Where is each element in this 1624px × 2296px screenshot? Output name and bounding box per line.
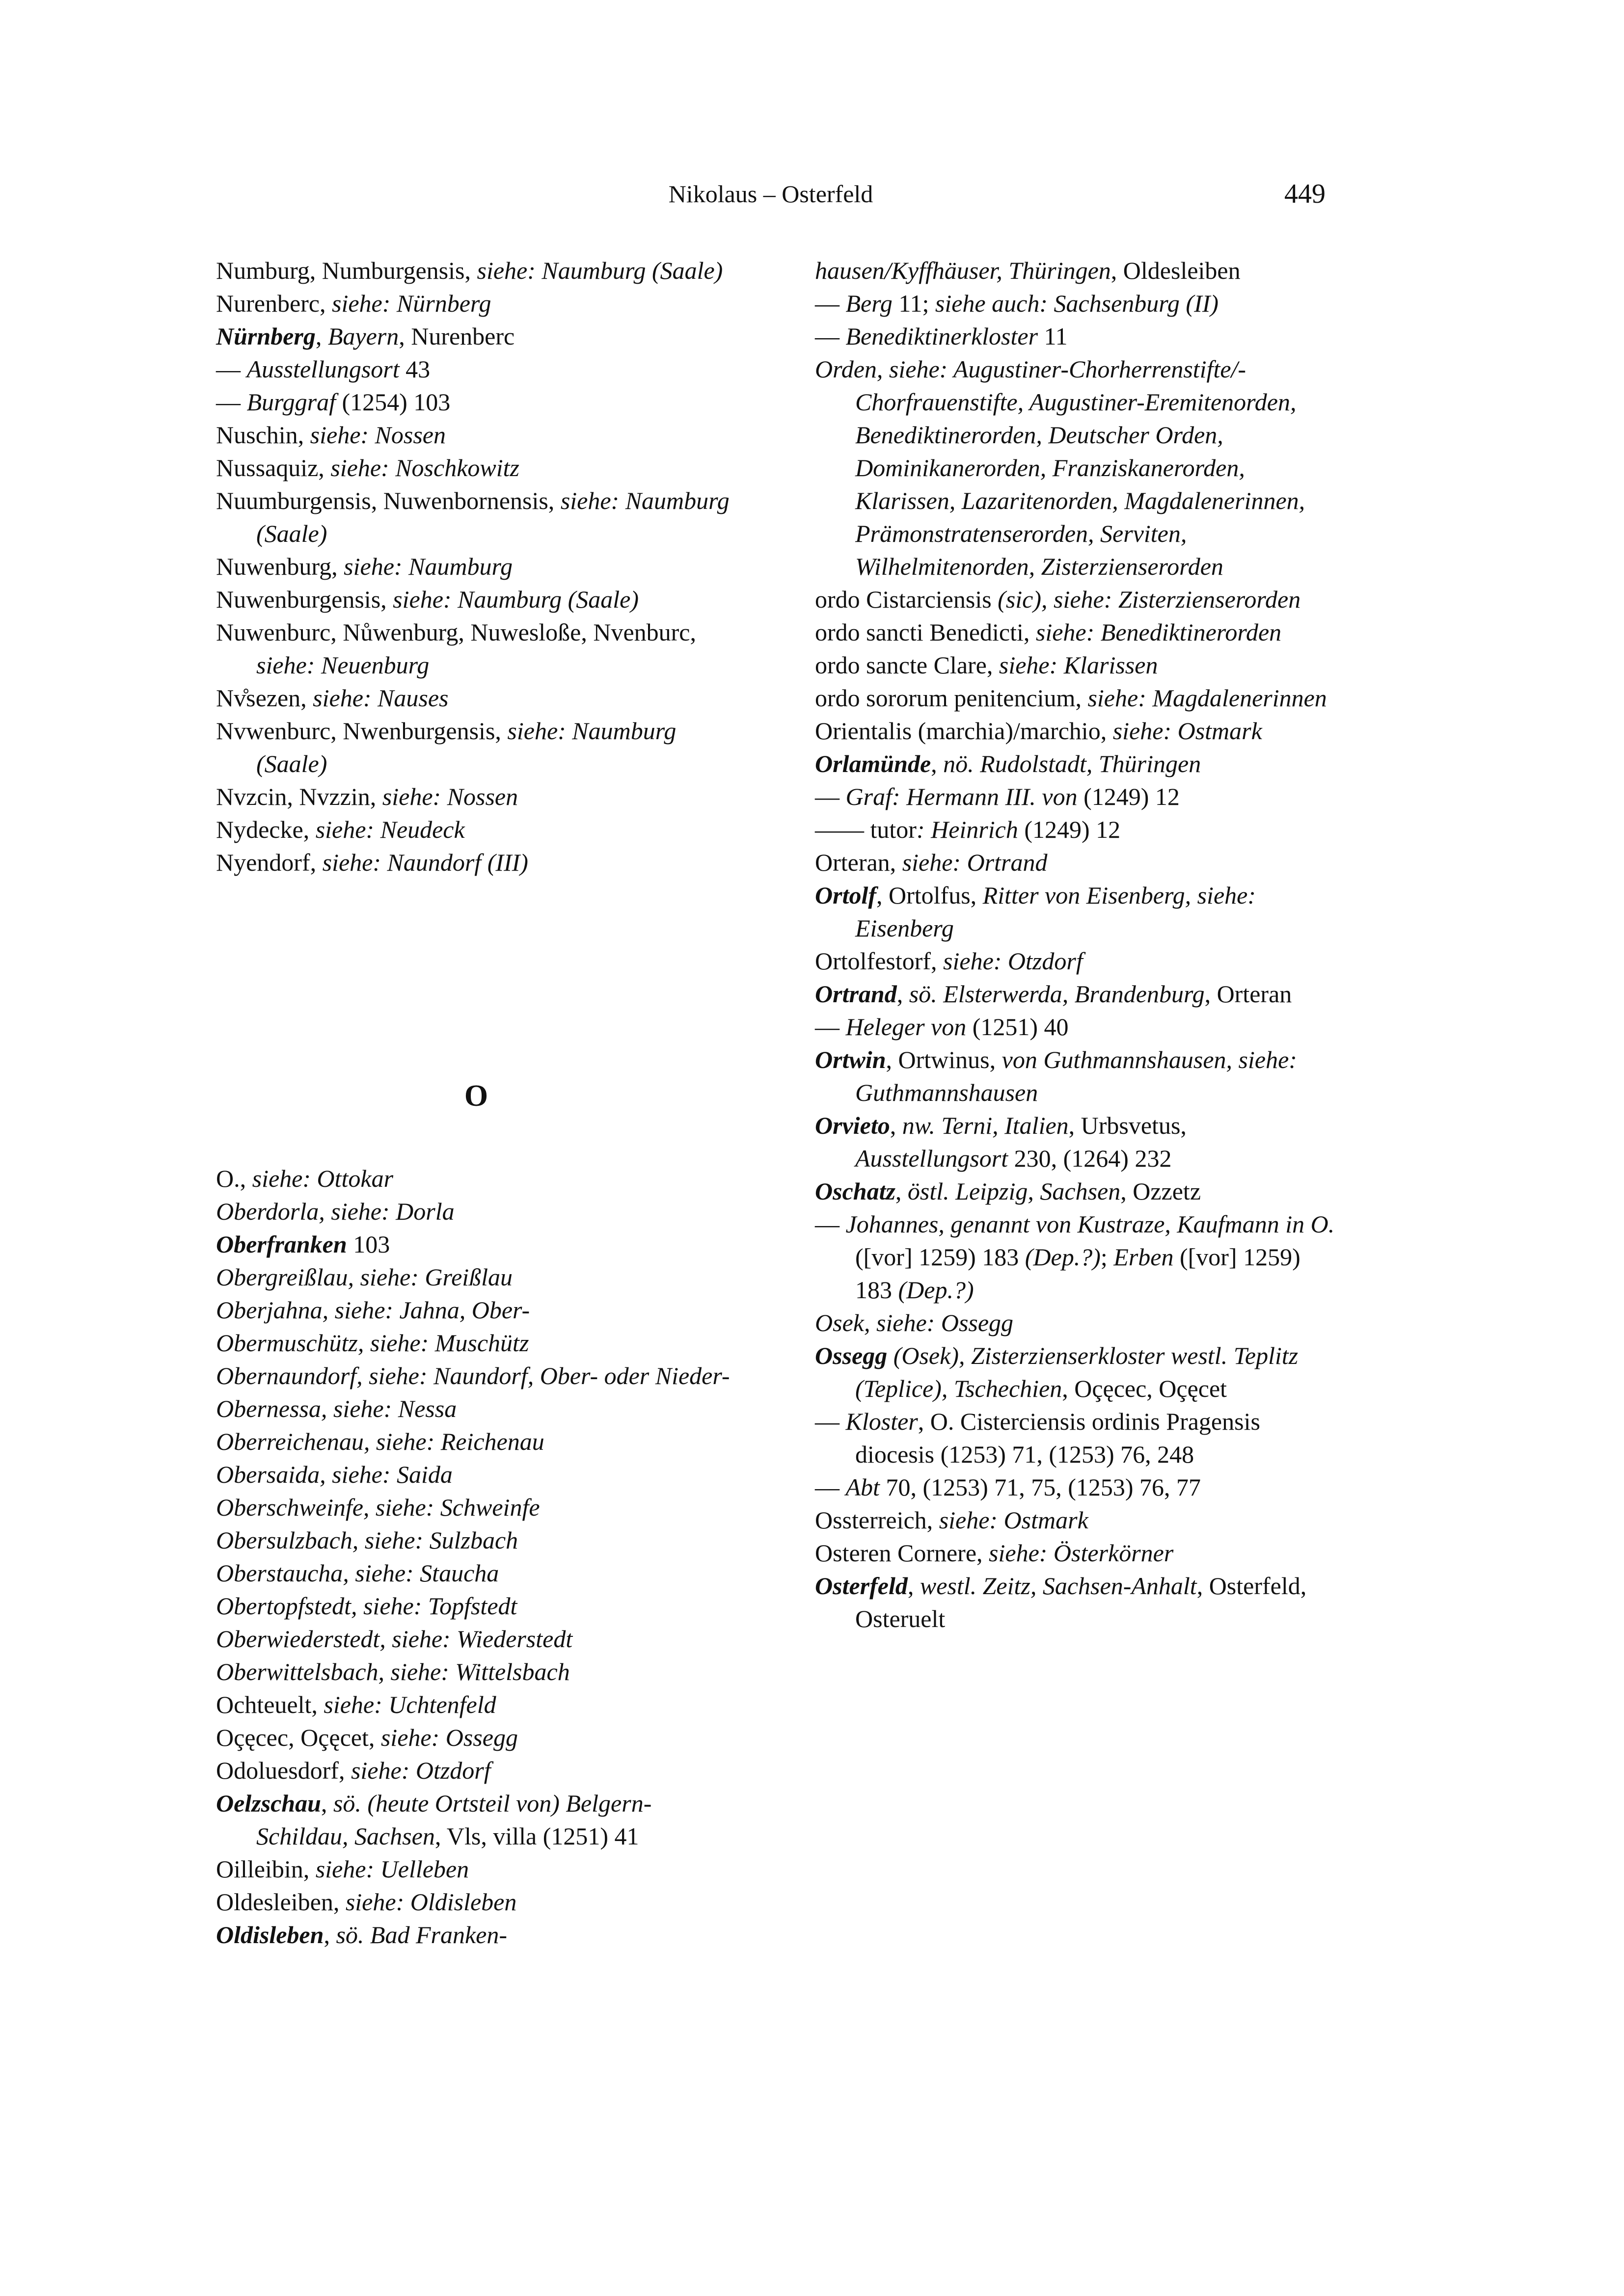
entry-text: , Ortwinus, — [886, 1046, 1002, 1073]
entry-text: Ossegg — [815, 1342, 888, 1369]
entry-text: siehe: Ottokar — [252, 1165, 394, 1192]
index-entry — [216, 419, 736, 452]
entry-text: Obersaida, siehe: Saida — [216, 1461, 453, 1488]
entry-text: Ortwin — [815, 1046, 886, 1073]
entry-text: 230, (1264) 232 — [1008, 1145, 1172, 1172]
entry-text: (1251) 40 — [966, 1013, 1069, 1041]
entry-text: , — [890, 1112, 902, 1139]
entry-text: Benediktinerkloster — [845, 322, 1038, 350]
entry-text: siehe auch: Sachsenburg (II) — [935, 290, 1219, 317]
entry-text: siehe: Naumburg (Saale) — [393, 586, 639, 613]
index-entry — [815, 616, 1335, 649]
index-entry — [815, 1043, 1335, 1109]
entry-text: Ortrand — [815, 980, 897, 1008]
entry-text: Nurenberc, — [216, 290, 332, 317]
entry-text: Oçęcec, Oçęcet, — [216, 1724, 381, 1751]
entry-text: — — [216, 355, 247, 383]
entry-text: siehe: Ortrand — [902, 849, 1048, 876]
entry-text: , Nurenberc — [399, 322, 515, 350]
index-entry — [216, 780, 736, 813]
index-entry — [216, 616, 736, 682]
running-title: Nikolaus – Osterfeld — [668, 180, 873, 208]
entry-text: 103 — [347, 1230, 390, 1258]
entry-text: Obernessa, siehe: Nessa — [216, 1395, 457, 1422]
index-entry — [216, 1557, 736, 1590]
entry-text: 11; — [892, 290, 935, 317]
entry-text: östl. Leipzig, Sachsen — [907, 1177, 1121, 1205]
entry-text: Oberwittelsbach, siehe: Wittelsbach — [216, 1658, 570, 1685]
entry-text: Obergreißlau, siehe: Greißlau — [216, 1263, 513, 1291]
entry-text: Nuwenburgensis, — [216, 586, 393, 613]
entry-text: Oberdorla, siehe: Dorla — [216, 1198, 455, 1225]
entry-text: Oelzschau — [216, 1789, 321, 1817]
entry-text: (sic), siehe: Zisterzienserorden — [998, 586, 1301, 613]
index-entry — [815, 879, 1335, 945]
entry-text: siehe: Nossen — [382, 783, 518, 810]
entry-text: siehe: Otzdorf — [943, 947, 1083, 975]
entry-text: , Osterfeld, Osteruelt — [855, 1572, 1307, 1632]
index-entry — [815, 1011, 1335, 1043]
index-entry — [815, 649, 1335, 682]
entry-text: siehe: Naumburg — [344, 553, 513, 580]
entry-text: , Oldesleiben — [1110, 257, 1241, 284]
entry-text: Ausstellungsort — [855, 1145, 1008, 1172]
entry-text: siehe: Naundorf (III) — [322, 849, 528, 876]
entry-text: Ortolfestorf, — [815, 947, 944, 975]
left-column — [216, 254, 736, 1951]
index-entry — [216, 715, 736, 780]
entry-text: — — [815, 1408, 846, 1435]
entry-text: Nv̊sezen, — [216, 684, 313, 712]
entry-text: sö. Bad Franken- — [336, 1921, 507, 1949]
entry-text: Kloster — [845, 1408, 918, 1435]
entry-text: , — [324, 1921, 336, 1949]
column-gap — [216, 879, 736, 1076]
index-entry — [216, 682, 736, 715]
right-column — [815, 254, 1335, 1635]
entry-text: siehe: Österkörner — [989, 1539, 1174, 1567]
entry-text: , — [321, 1789, 333, 1817]
entry-text: ordo sancti Benedicti, — [815, 618, 1036, 646]
index-entry — [216, 1655, 736, 1688]
page-number: 449 — [1284, 179, 1326, 209]
entry-text: , Vls, villa (1251) 41 — [434, 1822, 639, 1850]
index-entry — [216, 1195, 736, 1228]
index-entry — [216, 287, 736, 320]
entry-text: Osterfeld — [815, 1572, 908, 1600]
entry-text: , O. Cisterciensis ordinis Pragensis diocesis (1253) 71, (1253) 76, 248 — [855, 1408, 1260, 1468]
index-entry — [216, 1886, 736, 1919]
entry-text: Erben — [1113, 1243, 1174, 1271]
entry-text: 11 — [1038, 322, 1068, 350]
entry-text: Nürnberg — [216, 322, 316, 350]
entry-text: Ochteuelt, — [216, 1691, 324, 1718]
index-entry — [216, 1754, 736, 1787]
index-entry — [815, 978, 1335, 1011]
entry-text: von Guthmannshausen, siehe: Guthmannshausen — [855, 1046, 1297, 1106]
entry-text: ([vor] 1259) 183 — [855, 1243, 1025, 1271]
entry-text: Oberschweinfe, siehe: Schweinfe — [216, 1494, 540, 1521]
index-entry — [815, 1109, 1335, 1175]
index-entry — [815, 748, 1335, 780]
entry-text: siehe: Nürnberg — [332, 290, 491, 317]
entry-text: (Osek), Zisterzienserkloster westl. Teplitz (Teplice), Tschechien — [855, 1342, 1299, 1402]
entry-text: Ossterreich, — [815, 1506, 939, 1534]
entry-text: — — [815, 322, 846, 350]
entry-text: siehe: Ostmark — [939, 1506, 1088, 1534]
entry-text: (1249) 12 — [1018, 816, 1121, 843]
index-entry — [815, 780, 1335, 813]
entry-text: Ortolf — [815, 881, 876, 909]
entry-text: , — [907, 1572, 920, 1600]
entry-text: ; — [1100, 1243, 1114, 1271]
index-entry — [815, 1339, 1335, 1405]
index-entry — [815, 1208, 1335, 1307]
index-entry — [216, 1294, 736, 1327]
entry-text: ([vor] 1259) 183 — [855, 1243, 1300, 1304]
index-entry — [216, 813, 736, 846]
entry-text: , Ortolfus, — [876, 881, 983, 909]
entry-text: — — [815, 1013, 846, 1041]
entry-text: (1249) 12 — [1077, 783, 1180, 810]
entry-text: siehe: Naumburg (Saale) — [256, 717, 677, 777]
entry-text: ordo sororum penitencium, — [815, 684, 1088, 712]
entry-text: Osek, siehe: Ossegg — [815, 1309, 1014, 1336]
entry-text: sö. Elsterwerda, Brandenburg — [909, 980, 1205, 1008]
entry-text: , — [895, 1177, 908, 1205]
index-entry — [216, 320, 736, 353]
index-entry — [216, 484, 736, 550]
entry-text: , — [931, 750, 944, 777]
index-entry — [815, 287, 1335, 320]
entry-text: 43 — [399, 355, 431, 383]
index-entry — [216, 1327, 736, 1360]
index-entry — [815, 1307, 1335, 1339]
index-entry — [216, 1787, 736, 1853]
entry-text: siehe: Noschkowitz — [330, 454, 519, 481]
entry-text: Nussaquiz, — [216, 454, 331, 481]
entry-text: Nyendorf, — [216, 849, 323, 876]
index-entry — [216, 1458, 736, 1491]
entry-text: nö. Rudolstadt, Thüringen — [943, 750, 1201, 777]
entries-left-top — [216, 254, 736, 879]
index-entry — [815, 1570, 1335, 1635]
entries-right — [815, 254, 1335, 1635]
index-entry — [216, 846, 736, 879]
entry-text: , Orteran — [1204, 980, 1292, 1008]
index-entry — [216, 1524, 736, 1557]
entry-text: , Urbsvetus, — [1068, 1112, 1187, 1139]
entry-text: Orlamünde — [815, 750, 931, 777]
entry-text: Ritter von Eisenberg, siehe: Eisenberg — [855, 881, 1256, 942]
entry-text: Oldisleben — [216, 1921, 324, 1949]
index-entry — [216, 1392, 736, 1425]
entry-text: siehe: Otzdorf — [351, 1757, 491, 1784]
entry-text: siehe: Ossegg — [380, 1724, 518, 1751]
entry-text: Berg — [845, 290, 893, 317]
entry-text: siehe: Nauses — [313, 684, 449, 712]
entry-text: Orvieto — [815, 1112, 890, 1139]
entry-text: siehe: Ostmark — [1112, 717, 1262, 745]
entry-text: Oilleibin, — [216, 1855, 316, 1883]
index-entry — [815, 846, 1335, 879]
entry-text: Obermuschütz, siehe: Muschütz — [216, 1329, 529, 1357]
index-entry — [216, 353, 736, 386]
entry-text: Orientalis (marchia)/marchio, — [815, 717, 1113, 745]
entry-text: — — [815, 783, 846, 810]
index-entry — [216, 1590, 736, 1623]
entry-text: Orden, siehe: Augustiner-Chorherrenstifte/-Chorfrauenstifte, Augustiner-Eremitenorden, Benediktinerorden, Deutscher Orden, Dominikanerorden, Franziskanerorden, Klarissen, Lazaritenorden, Magdalenerinnen, Prämonstratenserorden, Serviten, Wilhelmitenorden, Zisterzienserorden — [815, 355, 1305, 580]
entry-text: Nuumburgensis, Nuwenbornensis, — [216, 487, 561, 514]
index-entry — [216, 1228, 736, 1261]
entry-text: — — [815, 1473, 846, 1501]
entry-text: Abt — [845, 1473, 880, 1501]
entry-text: (Dep.?) — [1025, 1243, 1101, 1271]
index-entry — [216, 1425, 736, 1458]
index-entry — [815, 1471, 1335, 1504]
entry-text: Oberjahna, siehe: Jahna, Ober- — [216, 1296, 530, 1324]
entry-text: Nvzcin, Nvzzin, — [216, 783, 382, 810]
entry-text: Ausstellungsort — [246, 355, 400, 383]
index-entry — [216, 1491, 736, 1524]
index-entry — [216, 1688, 736, 1721]
index-entry — [815, 1537, 1335, 1570]
index-entry — [216, 550, 736, 583]
entry-text: , — [315, 322, 328, 350]
entry-text: Johannes, genannt von Kustraze, Kaufmann in O. — [845, 1210, 1335, 1238]
index-entry — [216, 1721, 736, 1754]
entry-text: siehe: Uelleben — [315, 1855, 469, 1883]
entry-text: (1254) 103 — [336, 388, 451, 416]
entry-text: 70, (1253) 71, 75, (1253) 76, 77 — [879, 1473, 1201, 1501]
entry-text: O., — [216, 1165, 252, 1192]
entry-text: Graf: Hermann III. von — [845, 783, 1078, 810]
entry-text — [887, 1342, 893, 1369]
entry-text: ordo Cistarciensis — [815, 586, 998, 613]
entry-text: hausen/Kyffhäuser, Thüringen — [815, 257, 1111, 284]
index-entry — [815, 715, 1335, 748]
entry-text: Obertopfstedt, siehe: Topfstedt — [216, 1592, 517, 1620]
index-entry — [815, 682, 1335, 715]
index-entry — [216, 1919, 736, 1951]
index-entry — [216, 1360, 736, 1392]
index-entry — [815, 583, 1335, 616]
entry-text: Burggraf — [246, 388, 336, 416]
entry-text: — — [815, 1210, 846, 1238]
index-entry — [216, 254, 736, 287]
entry-text: Oschatz — [815, 1177, 895, 1205]
entry-text: siehe: Benediktinerorden — [1035, 618, 1282, 646]
entry-text: siehe: Nossen — [310, 421, 446, 449]
index-entry — [216, 452, 736, 484]
entry-text: siehe: Neuenburg — [256, 651, 430, 679]
entry-text: , Oçęcec, Oçęcet — [1062, 1375, 1227, 1402]
index-entry — [216, 1261, 736, 1294]
index-entry — [815, 813, 1335, 846]
entry-text: Odoluesdorf, — [216, 1757, 351, 1784]
entry-text: Numburg, Numburgensis, — [216, 257, 477, 284]
entry-text: Bayern — [327, 322, 399, 350]
index-entry — [216, 1623, 736, 1655]
entry-text: (Dep.?) — [898, 1276, 974, 1304]
entry-text: siehe: Oldisleben — [345, 1888, 517, 1916]
entries-left-o — [216, 1162, 736, 1951]
entry-text: Heleger von — [845, 1013, 967, 1041]
entry-text: , Ozzetz — [1120, 1177, 1201, 1205]
index-entry — [815, 254, 1335, 287]
index-entry — [815, 1175, 1335, 1208]
entry-text: siehe: Klarissen — [999, 651, 1158, 679]
entry-text: Nvwenburc, Nwenburgensis, — [216, 717, 508, 745]
entry-text: siehe: Neudeck — [315, 816, 465, 843]
index-entry — [815, 1504, 1335, 1537]
entry-text: Oberwiederstedt, siehe: Wiederstedt — [216, 1625, 573, 1653]
index-entry — [216, 386, 736, 419]
index-entry — [216, 1162, 736, 1195]
section-letter-heading: O — [464, 1079, 488, 1113]
entry-text: : Heinrich — [916, 816, 1018, 843]
entry-text: Nydecke, — [216, 816, 316, 843]
index-entry — [815, 945, 1335, 978]
entry-text: Nuschin, — [216, 421, 310, 449]
entry-text: ordo sancte Clare, — [815, 651, 999, 679]
index-entry — [216, 1853, 736, 1886]
running-header — [216, 174, 1326, 214]
entry-text: siehe: Uchtenfeld — [324, 1691, 496, 1718]
index-entry — [815, 353, 1335, 583]
entry-text: , — [896, 980, 909, 1008]
entry-text: — — [216, 388, 247, 416]
entry-text: Obersulzbach, siehe: Sulzbach — [216, 1526, 518, 1554]
entry-text: Oberreichenau, siehe: Reichenau — [216, 1428, 544, 1455]
entry-text: Nuwenburc, Nůwenburg, Nuwesloße, Nvenburc, — [216, 618, 697, 646]
entry-text: Oldesleiben, — [216, 1888, 346, 1916]
entry-text: Osteren Cornere, — [815, 1539, 989, 1567]
entry-text: —— tutor — [815, 816, 917, 843]
entry-text: Orteran, — [815, 849, 902, 876]
entry-text: siehe: Magdalenerinnen — [1087, 684, 1327, 712]
index-entry — [815, 1405, 1335, 1471]
entry-text: Obernaundorf, siehe: Naundorf, Ober- oder Nieder- — [216, 1362, 730, 1389]
entry-text: siehe: Naumburg (Saale) — [256, 487, 730, 547]
entry-text: nw. Terni, Italien — [902, 1112, 1069, 1139]
index-entry — [815, 320, 1335, 353]
entry-text: Nuwenburg, — [216, 553, 344, 580]
entry-text: westl. Zeitz, Sachsen-Anhalt — [920, 1572, 1197, 1600]
entry-text: sö. (heute Ortsteil von) Belgern-Schildau, Sachsen — [256, 1789, 652, 1850]
entry-text: — — [815, 290, 846, 317]
entry-text: Oberstaucha, siehe: Staucha — [216, 1559, 499, 1587]
entry-text: Oberfranken — [216, 1230, 347, 1258]
index-entry — [216, 583, 736, 616]
entry-text: siehe: Naumburg (Saale) — [477, 257, 723, 284]
